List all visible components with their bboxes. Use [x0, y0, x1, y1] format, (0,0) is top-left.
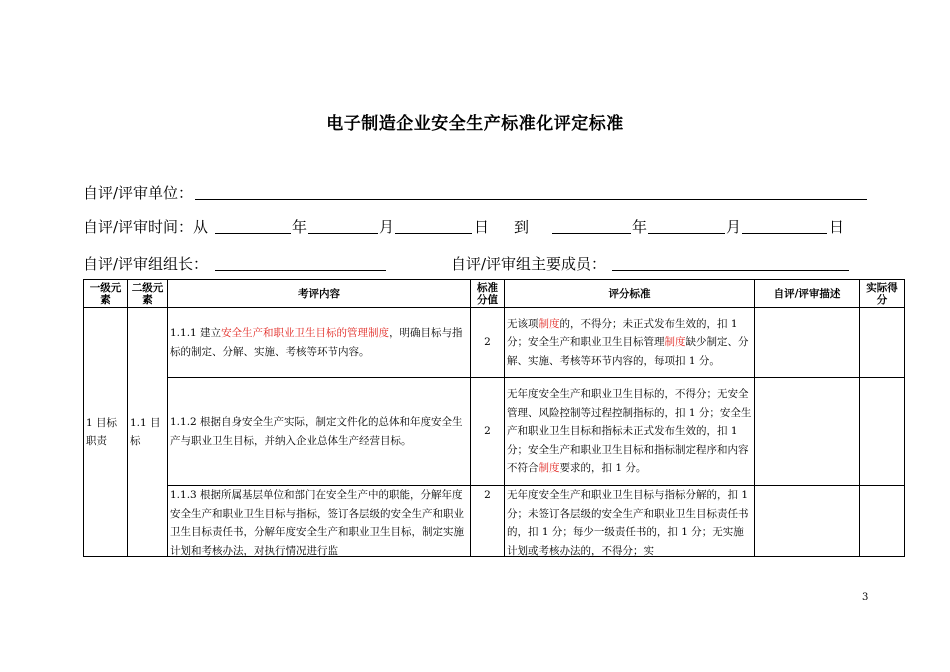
level2-cell: 1.1 目标 [128, 308, 168, 557]
header-score: 标准分值 [471, 280, 505, 308]
unit-label: 自评/评审单位： [83, 184, 194, 202]
review-cell[interactable] [755, 486, 860, 557]
criteria-cell [505, 378, 755, 486]
leader-label: 自评/评审组组长： [83, 255, 209, 273]
content-highlight: 安全生产和职业卫生目标的管理制度 [221, 327, 390, 339]
level1-cell: 1 目标职责 [84, 308, 128, 557]
to-day-unit: 日 [829, 218, 845, 236]
table-row [84, 486, 905, 557]
from-day-unit: 日 [474, 218, 490, 236]
content-cell [168, 486, 471, 557]
criteria-text: 无该项 [507, 317, 539, 330]
content-cell: 1.1.2 根据自身安全生产实际，制定文件化的总体和年度安全生产与职业卫生目标，并纳入企业总体生产经营目标。 [168, 378, 471, 486]
header-level1: 一级元素 [84, 280, 128, 308]
criteria-text: 缺少制定、分解、实施、考核等环节内容的，每项扣 1 分。 [507, 336, 749, 367]
members-blank[interactable] [612, 254, 849, 271]
actual-score-cell[interactable] [860, 308, 905, 378]
time-label: 自评/评审时间：从 [83, 218, 209, 236]
to-month-unit: 月 [726, 218, 742, 236]
page-number: 3 [862, 592, 869, 603]
table-row [84, 308, 905, 378]
criteria-text: 要求的，扣 1 分。 [559, 462, 647, 475]
criteria-cell [505, 308, 755, 378]
table-row [84, 378, 905, 486]
review-cell[interactable] [755, 308, 860, 378]
content-text: 1.1.3 根据所属基层单位和部门在安全生产中的职能，分解年度安全生产和职业卫生目标与指标，签订各层级的安全生产和职业卫生目标责任书，分解年度安全生产和职业卫生目标，制定实施计划和考核办法，对执行情况进行监 [170, 489, 464, 556]
score-cell: 2 [471, 308, 505, 378]
content-text: 1.1.1 建立 [170, 327, 222, 339]
score-cell: 2 [471, 378, 505, 486]
from-month-unit: 月 [379, 218, 395, 236]
to-year-unit: 年 [632, 218, 648, 236]
criteria-text: 无年度安全生产和职业卫生目标与指标分解的，扣 1 分；未签订各层级的安全生产和职业卫生目标责任书的，扣 1 分；每少一级责任书的，扣 1 分；无实施计划或考核办法的，不得分；实 [507, 489, 749, 556]
from-month-blank[interactable] [308, 217, 378, 234]
from-year-unit: 年 [292, 218, 308, 236]
header-level2: 二级元素 [128, 280, 168, 308]
to-day-blank[interactable] [742, 217, 827, 234]
unit-blank[interactable] [195, 183, 867, 200]
criteria-text: 的，不得分；未正式发布生效的，扣 1 分；安全生产和职业卫生目标管理 [507, 317, 738, 349]
actual-score-cell[interactable] [860, 486, 905, 557]
content-cell [168, 308, 471, 378]
from-day-blank[interactable] [395, 217, 472, 234]
criteria-highlight: 制度 [664, 336, 686, 349]
table-header-row [84, 280, 905, 308]
to-label: 到 [514, 218, 530, 236]
criteria-highlight: 制度 [538, 462, 560, 475]
criteria-cell [505, 486, 755, 557]
criteria-text: 无年度安全生产和职业卫生目标的，不得分；无安全管理、风险控制等过程控制指标的，扣 1 分；安全生产和职业卫生目标和指标未正式发布生效的，扣 1 分；安全生产和职业卫生目标和指标制定程序和内容不符合 [507, 388, 752, 475]
header-review: 自评/评审描述 [755, 280, 860, 308]
to-month-blank[interactable] [648, 217, 725, 234]
from-year-blank[interactable] [215, 217, 291, 234]
evaluation-table [83, 279, 905, 557]
header-content: 考评内容 [168, 280, 471, 308]
review-cell[interactable] [755, 378, 860, 486]
actual-score-cell[interactable] [860, 378, 905, 486]
to-year-blank[interactable] [552, 217, 631, 234]
content-text: ，明确目标与指标的制定、分解、实施、考核等环节内容。 [170, 327, 463, 358]
document-title: 电子制造企业安全生产标准化评定标准 [326, 114, 624, 134]
members-label: 自评/评审组主要成员： [451, 255, 607, 273]
score-cell: 2 [471, 486, 505, 557]
header-actual: 实际得分 [860, 280, 905, 308]
header-criteria: 评分标准 [505, 280, 755, 308]
criteria-highlight: 制度 [538, 317, 560, 330]
leader-blank[interactable] [215, 254, 386, 271]
